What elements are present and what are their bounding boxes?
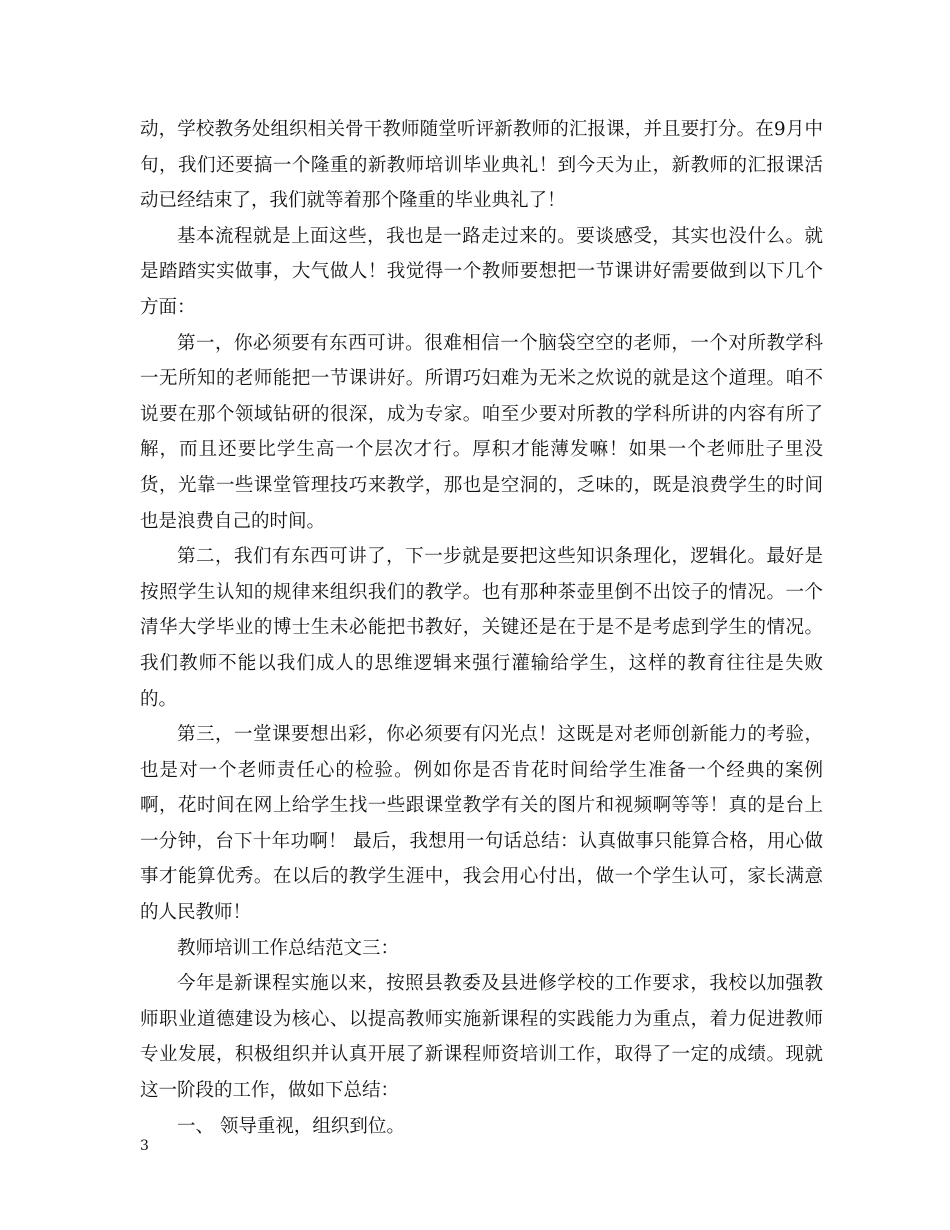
paragraph-5: 第三，一堂课要想出彩，你必须要有闪光点！这既是对老师创新能力的考验，也是对一个老师责任心的检验。例如你是否肯花时间给学生准备一个经典的案例啊，花时间在网上给学生找一些跟课堂教学有关的图片和视频啊等等！真的是台上一分钟，台下十年功啊！ 最后，我想用一句话总结：认真做事只能算合格，用心做事才能算优秀。在以后的教学生涯中，我会用心付出，做一个学生认可，家长满意的人民教师！ xyxy=(140,724,823,924)
page-number: 3 xyxy=(140,1138,149,1154)
paragraph-4: 第二，我们有东西可讲了，下一步就是要把这些知识条理化，逻辑化。最好是按照学生认知的规律来组织我们的教学。也有那种茶壶里倒不出饺子的情况。一个清华大学毕业的博士生未必能把书教好，关键还是在于是不是考虑到学生的情况。我们教师不能以我们成人的思维逻辑来强行灌输给学生，这样的教育往往是失败的。 xyxy=(140,546,823,710)
paragraph-1: 动，学校教务处组织相关骨干教师随堂听评新教师的汇报课，并且要打分。在9月中旬，我们还要搞一个隆重的新教师培训毕业典礼！到今天为止，新教师的汇报课活动已经结束了，我们就等着那个隆重的毕业典礼了！ xyxy=(140,119,823,212)
paragraph-6: 今年是新课程实施以来，按照县教委及县进修学校的工作要求，我校以加强教师职业道德建设为核心、以提高教师实施新课程的实践能力为重点，着力促进教师专业发展，积极组织并认真开展了新课程师资培训工作，取得了一定的成绩。现就这一阶段的工作，做如下总结： xyxy=(140,973,823,1102)
list-item-1: 一、 领导重视，组织到位。 xyxy=(177,1115,405,1137)
section-heading: 教师培训工作总结范文三： xyxy=(177,937,400,959)
paragraph-2: 基本流程就是上面这些，我也是一路走过来的。要谈感受，其实也没什么。就是踏踏实实做事，大气做人！我觉得一个教师要想把一节课讲好需要做到以下几个方面： xyxy=(140,225,823,318)
paragraph-3: 第一，你必须要有东西可讲。很难相信一个脑袋空空的老师，一个对所教学科一无所知的老师能把一节课讲好。所谓巧妇难为无米之炊说的就是这个道理。咱不说要在那个领域钻研的很深，成为专家。咱至少要对所教的学科所讲的内容有所了解，而且还要比学生高一个层次才行。厚积才能薄发嘛！如果一个老师肚子里没货，光靠一些课堂管理技巧来教学，那也是空洞的，乏味的，既是浪费学生的时间也是浪费自己的时间。 xyxy=(140,332,823,532)
document-body xyxy=(140,112,823,1144)
